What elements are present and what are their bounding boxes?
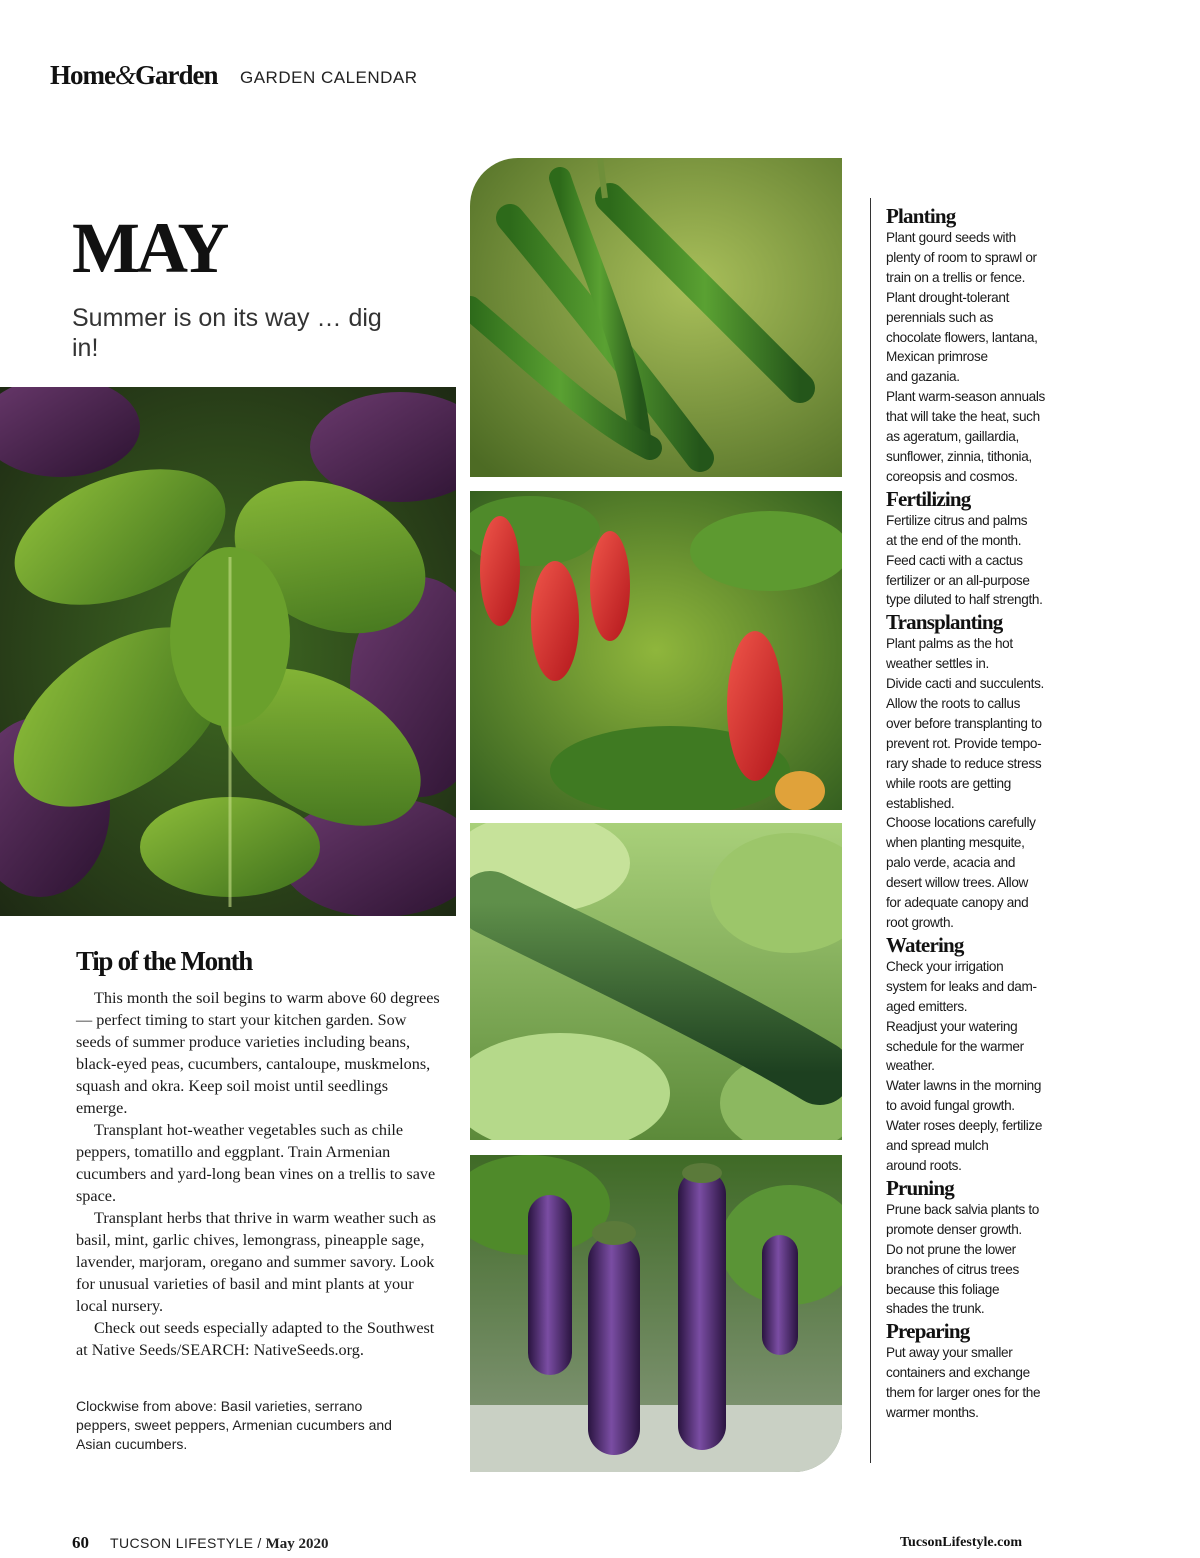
section-heading: Transplanting — [886, 610, 1003, 635]
publication-name: TUCSON LIFESTYLE — [110, 1535, 254, 1551]
month-title: MAY — [72, 208, 226, 288]
planting-section — [886, 204, 1076, 487]
section-heading: Preparing — [886, 1319, 970, 1344]
transplanting-section — [886, 610, 1076, 933]
asian-eggplant-photo — [470, 1155, 842, 1472]
section-text: Prune back salvia plants to promote denser growth. Do not prune the lower branches of citrus trees because this foliage shades the trunk. — [886, 1201, 1040, 1317]
basil-photo — [0, 387, 456, 916]
brand-home: Home — [50, 60, 115, 90]
section-label: GARDEN CALENDAR — [240, 68, 418, 87]
magazine-section-brand — [50, 60, 218, 91]
publication-line — [110, 1535, 329, 1553]
brand-ampersand: & — [114, 60, 135, 90]
tip-paragraph: This month the soil begins to warm above 60 degrees — perfect timing to start your kitchen garden. Sow seeds of summer produce varieties including beans, black-eyed peas, cucumbers, cantaloupe, muskmelons, squash and okra. Keep soil moist until seedlings emerge. — [76, 989, 440, 1117]
section-text: Plant gourd seeds with plenty of room to sprawl or train on a trellis or fence. Plant drought-tolerant perennials such as chocolate flowers, lantana, Mexican primrose and gazania. Plant warm-season annuals that will take the heat, such as ageratum, gaillardia, sunflower, zinnia, tithonia, coreopsis and cosmos. — [886, 230, 1045, 484]
tip-body — [76, 987, 442, 1361]
page-number: 60 — [72, 1533, 89, 1552]
sidebar-calendar — [886, 204, 1076, 1423]
website-link[interactable]: TucsonLifestyle.com — [900, 1535, 1022, 1550]
photo-caption: Clockwise from above: Basil varieties, serrano peppers, sweet peppers, Armenian cucumbers and Asian cucumbers. — [76, 1398, 392, 1452]
section-text: Put away your smaller containers and exchange them for larger ones for the warmer months. — [886, 1345, 1041, 1421]
issue-date: May 2020 — [265, 1536, 329, 1552]
section-text: Check your irrigation system for leaks and dam- aged emitters. Readjust your watering schedule for the warmer weather. Water lawns in the morning to avoid fungal growth. Water roses deeply, fertilize and spread mulch around roots. — [886, 958, 1043, 1173]
subtitle: Summer is on its way … dig in! — [72, 304, 382, 362]
section-text: Fertilize citrus and palms at the end of the month. Feed cacti with a cactus fertilizer or an all-purpose type diluted to half strength. — [886, 512, 1043, 608]
preparing-section — [886, 1319, 1076, 1423]
section-heading: Watering — [886, 932, 964, 957]
tip-title: Tip of the Month — [76, 946, 252, 976]
tip-paragraph: Transplant hot-weather vegetables such as chile peppers, tomatillo and eggplant. Train Armenian cucumbers and yard-long bean vines on a trellis to save space. — [76, 1121, 436, 1205]
sweet-peppers-photo — [470, 491, 842, 810]
section-text: Plant palms as the hot weather settles in. Divide cacti and succulents. Allow the roots to callus over before transplanting to prevent rot. Provide tempo- rary shade to reduce stress while roots are getting established. Choose locations carefully when planting mesquite, palo verde, acacia and desert willow trees. Allow for adequate canopy and root growth. — [886, 636, 1044, 930]
section-heading: Pruning — [886, 1175, 954, 1200]
section-heading: Planting — [886, 204, 956, 228]
watering-section — [886, 933, 1076, 1176]
serrano-peppers-photo — [470, 158, 842, 477]
pruning-section — [886, 1176, 1076, 1319]
tip-paragraph: Check out seeds especially adapted to the Southwest at Native Seeds/SEARCH: NativeSeeds.org. — [76, 1319, 435, 1359]
tip-paragraph: Transplant herbs that thrive in warm weather such as basil, mint, garlic chives, lemongrass, pineapple sage, lavender, marjoram, oregano and summer savory. Look for unusual varieties of basil and mint plants at your local nursery. — [76, 1209, 436, 1315]
footer-separator: / — [257, 1535, 262, 1551]
brand-garden: Garden — [135, 60, 218, 90]
armenian-cucumber-photo — [470, 823, 842, 1140]
fertilizing-section — [886, 487, 1076, 611]
sidebar-divider — [870, 198, 871, 1463]
section-heading: Fertilizing — [886, 486, 971, 511]
